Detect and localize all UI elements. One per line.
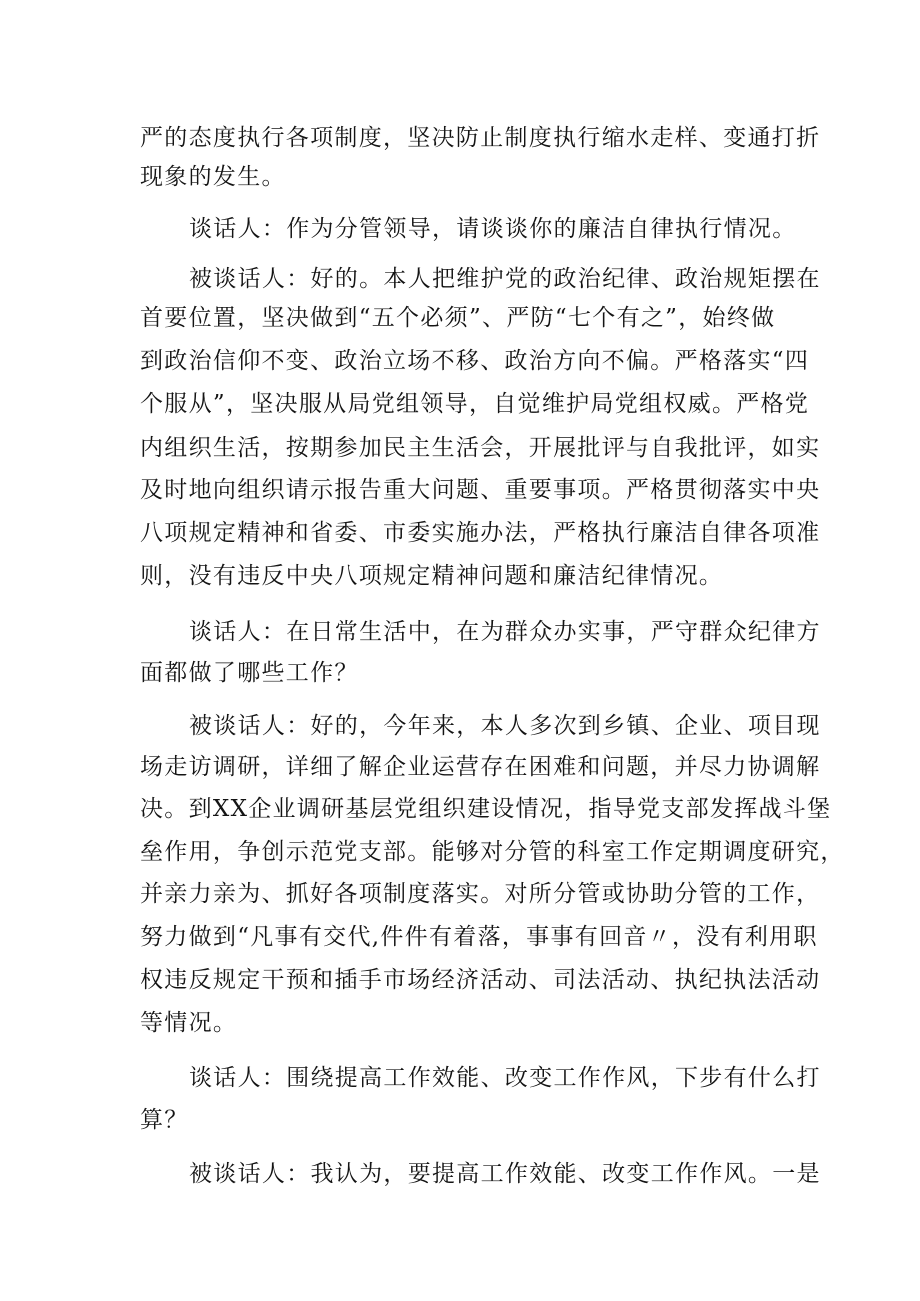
- text-line: 谈话人：在日常生活中，在为群众办实事，严守群众纪律方: [189, 619, 821, 645]
- text-line: 及时地向组织请示报告重大问题、重要事项。严格贯彻落实中央: [140, 477, 821, 503]
- text-line: 则，没有违反中央八项规定精神问题和廉洁纪律情况。: [140, 563, 724, 589]
- text-line: 首要位置，坚决做到“五个必须”、严防“七个有之”，始终做: [140, 305, 776, 331]
- text-line: 等情况。: [140, 1010, 238, 1036]
- text-line: 谈话人：作为分管领导，请谈谈你的廉洁自律执行情况。: [189, 216, 797, 242]
- text-line: 个服从”，坚决服从局党组领导，自觉维护局党组权威。严格党: [140, 391, 810, 417]
- text-line: 并亲力亲为、抓好各项制度落实。对所分管或协助分管的工作，: [140, 881, 821, 907]
- text-line: 算？: [140, 1107, 189, 1133]
- text-line: 被谈话人：好的。本人把维护党的政治纪律、政治规矩摆在: [189, 266, 821, 292]
- text-line: 内组织生活，按期参加民主生活会，开展批评与自我批评，如实: [140, 435, 821, 461]
- text-line: 场走访调研，详细了解企业运营存在困难和问题，并尽力协调解: [140, 754, 821, 780]
- text-line: 被谈话人：我认为，要提高工作效能、改变工作作风。一是: [189, 1161, 821, 1187]
- text-line: 八项规定精神和省委、市委实施办法，严格执行廉洁自律各项准: [140, 520, 821, 546]
- text-line: 权违反规定干预和插手市场经济活动、司法活动、执纪执法活动: [140, 967, 821, 993]
- text-line: 面都做了哪些工作？: [140, 660, 359, 686]
- text-line: 决。到XX企业调研基层党组织建设情况，指导党支部发挥战斗堡: [140, 796, 832, 822]
- text-line: 努力做到“凡事有交代,件件有着落，事事有回音〃，没有利用职: [140, 924, 818, 950]
- text-line: 垒作用，争创示范党支部。能够对分管的科室工作定期调度研究，: [140, 839, 845, 865]
- text-line: 现象的发生。: [140, 164, 286, 190]
- text-line: 到政治信仰不变、政治立场不移、政治方向不偏。严格落实“四: [140, 348, 810, 374]
- text-line: 被谈话人：好的，今年来，本人多次到乡镇、企业、项目现: [189, 713, 821, 739]
- text-line: 严的态度执行各项制度，坚决防止制度执行缩水走样、变通打折: [140, 125, 821, 151]
- text-line: 谈话人：围绕提高工作效能、改变工作作风，下步有什么打: [189, 1065, 821, 1091]
